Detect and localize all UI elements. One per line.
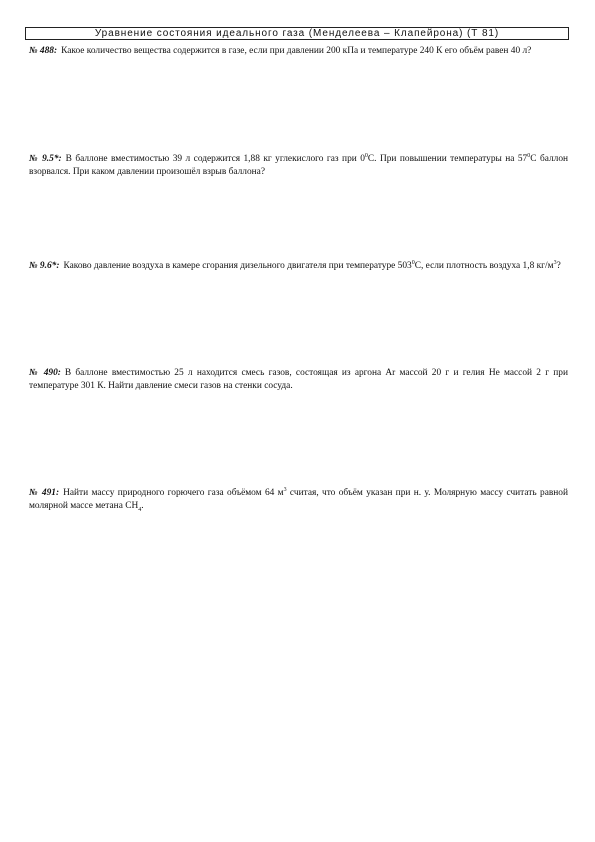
cubic-superscript: 3	[553, 259, 557, 266]
problem-text: Найти массу природного горючего газа объёмом 64 м	[63, 488, 284, 498]
problem-text: .	[141, 501, 144, 511]
problem-number: № 9.6*:	[29, 261, 60, 271]
problem-text: Какое количество вещества содержится в газе, если при давлении 200 кПа и температуре 240 К его объём равен 40 л?	[61, 46, 532, 56]
degree-superscript: 0	[364, 152, 368, 159]
problem-text: В баллоне вместимостью 39 л содержится 1,88 кг углекислого газ при 0	[65, 154, 365, 164]
problem-text: ?	[556, 261, 561, 271]
problem-number: № 488:	[29, 46, 58, 56]
problem-491	[29, 487, 568, 513]
problem-9-5	[29, 153, 568, 179]
cubic-superscript: 3	[283, 486, 287, 493]
problem-text: С, если плотность воздуха 1,8 кг/м	[414, 261, 554, 271]
problem-text: Каково давление воздуха в камере сгорания дизельного двигателя при температуре 503	[63, 261, 412, 271]
problem-text: С. При повышении температуры на 57	[367, 154, 528, 164]
worksheet-title: Уравнение состояния идеального газа (Менделеева – Клапейрона) (Т 81)	[25, 27, 569, 40]
degree-superscript: 0	[527, 152, 531, 159]
problem-text: С баллон взорвался. При каком давлении произошёл взрыв баллона?	[29, 154, 569, 177]
problem-number: № 491:	[29, 488, 60, 498]
problem-9-6	[29, 260, 568, 273]
degree-superscript: 0	[411, 259, 415, 266]
problem-488	[29, 45, 568, 58]
problem-text: В баллоне вместимостью 25 л находится смесь газов, состоящая из аргона Ar массой 20 г и гелия He массой 2 г при температуре 301 К. Найти давление смеси газов на стенки сосуда.	[29, 368, 568, 391]
formula-subscript: 4	[138, 506, 142, 513]
problem-number: № 490:	[29, 368, 61, 378]
problem-number: № 9.5*:	[29, 154, 62, 164]
problem-text: считая, что объём указан при н. у. Молярную массу считать равной молярной массе метана СН	[29, 488, 569, 511]
problem-490	[29, 367, 568, 393]
